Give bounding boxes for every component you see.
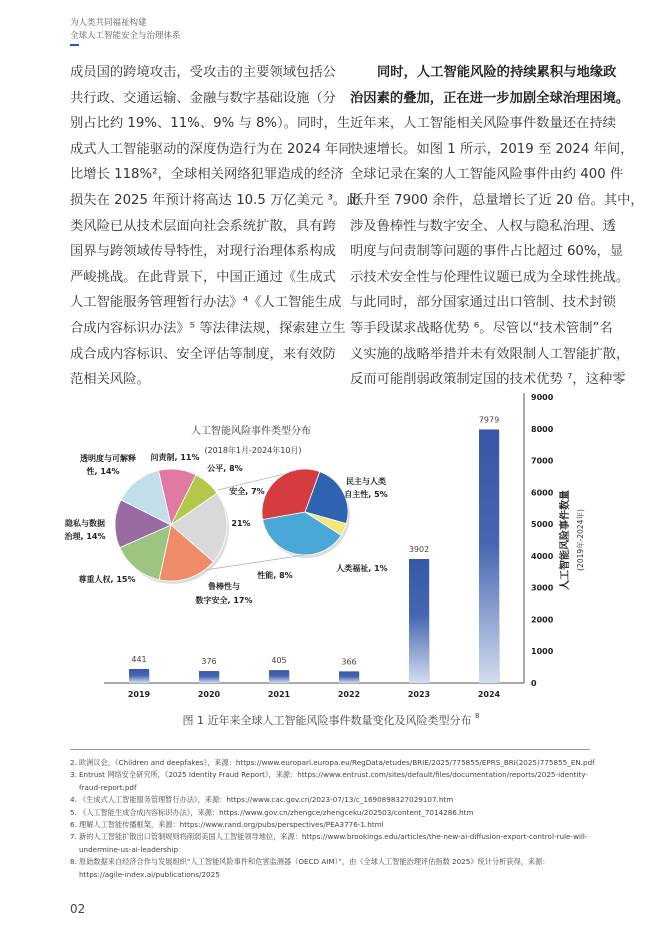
pie-label-safety: 安全, 7% bbox=[229, 487, 265, 496]
bar-2023 bbox=[409, 559, 429, 683]
footnote-number: 8. bbox=[70, 857, 77, 867]
bar-value-label: 366 bbox=[341, 657, 357, 667]
x-tick-label: 2022 bbox=[337, 690, 361, 699]
text-line: 近年来，人工智能相关风险事件数量还在持续 bbox=[350, 116, 616, 132]
pie-label-group-21: 21% bbox=[231, 519, 251, 528]
footnote-number: 5. bbox=[70, 807, 77, 817]
bar-value-label: 376 bbox=[201, 657, 217, 667]
text-line: 涉及鲁棒性与数字安全、人权与隐私治理、透 bbox=[350, 218, 616, 234]
caption-text: 图 1 近年来全球人工智能风险事件数量变化及风险类型分布 bbox=[182, 714, 472, 727]
footnote-number: 4. bbox=[70, 795, 77, 805]
text-line: 别占比约 19%、11%、9% 与 8%）。同时，生 bbox=[70, 116, 351, 132]
text-line: 共行政、交通运输、金融与数字基础设施（分 bbox=[70, 90, 336, 106]
pie-label-performance: 性能, 8% bbox=[257, 571, 293, 580]
pie-title: 人工智能风险事件类型分布 bbox=[191, 426, 311, 437]
footnote-text[interactable]: 理解人工智能传播框架，来源：https://www.rand.org/pubs/perspectives/PEA3776-1.html bbox=[79, 820, 384, 830]
footnote-divider bbox=[70, 749, 590, 750]
bar-2020 bbox=[199, 671, 219, 683]
text-line: 义实施的战略举措并未有效限制人工智能扩散， bbox=[350, 346, 630, 362]
y-tick-label: 5000 bbox=[531, 520, 554, 530]
y-tick-label: 8000 bbox=[531, 424, 554, 434]
bar-value-label: 3902 bbox=[408, 545, 430, 555]
footnote-item bbox=[70, 794, 595, 806]
pie-label-robustness-l2: 数字安全, 17% bbox=[195, 596, 253, 605]
bar-2024 bbox=[479, 429, 499, 683]
text-line: 合成内容标识办法》⁵ 等法律法规，探索建立生 bbox=[70, 320, 346, 336]
text-line: 损失在 2025 年预计将高达 10.5 万亿美元 ³。此 bbox=[70, 192, 360, 208]
bar-2019 bbox=[129, 669, 149, 683]
text-line: 比增长 118%²，全球相关网络犯罪造成的经济 bbox=[70, 167, 344, 183]
footnote-item bbox=[70, 819, 595, 831]
text-line: 快速增长。如图 1 所示，2019 至 2024 年间， bbox=[350, 141, 634, 157]
text-line: 成式人工智能驱动的深度伪造行为在 2024 年同 bbox=[70, 141, 352, 157]
text-line: 类风险已从技术层面向社会系统扩散，具有跨 bbox=[70, 218, 336, 234]
y-tick-label: 1000 bbox=[531, 647, 554, 657]
y-tick-label: 2000 bbox=[531, 615, 554, 625]
page-number: 02 bbox=[70, 902, 86, 916]
y-tick-label: 0 bbox=[531, 679, 537, 688]
footnote-item bbox=[70, 769, 595, 794]
text-line: 示技术安全性与伦理性议题已成为全球性挑战。 bbox=[350, 269, 630, 285]
footnote-text[interactable]: 《生成式人工智能服务管理暂行办法》，来源：https://www.cac.gov.cn/2023-07/13/c_1690898327029107.htm bbox=[79, 795, 454, 805]
running-header-line2: 全球人工智能安全与治理体系 bbox=[70, 31, 181, 41]
footnote-item bbox=[70, 807, 595, 819]
pie-label-democracy-l2: 自主性, 5% bbox=[344, 490, 388, 499]
y-axis-label: 人工智能风险事件数量 bbox=[560, 490, 571, 590]
text-line: 跃升至 7900 余件，总量增长了近 20 倍。其中， bbox=[350, 192, 644, 208]
footnote-number: 7. bbox=[70, 832, 77, 842]
text-line: 反而可能削弱政策制定国的技术优势 ⁷，这种零 bbox=[350, 372, 626, 388]
footnote-text[interactable]: 欧洲议会，《Children and deepfakes》，来源：https://www.europarl.europa.eu/RegData/etudes/BRIE/2025/775855/EPRS_BRI(2025)775855_EN.pdf bbox=[79, 758, 595, 767]
footnote-number: 3. bbox=[70, 770, 77, 780]
y-tick-label: 6000 bbox=[531, 488, 554, 498]
y-axis-sublabel: (2019年-2024年) bbox=[576, 509, 585, 571]
pie-label-human-rights: 尊重人权, 15% bbox=[78, 575, 136, 584]
bar-2022 bbox=[339, 671, 359, 683]
text-line: 严峻挑战。在此背景下，中国正通过《生成式 bbox=[70, 269, 336, 285]
pie-label-transparency-l1: 透明度与可解释 bbox=[80, 454, 136, 463]
x-tick-label: 2023 bbox=[407, 690, 431, 699]
text-line: 与此同时，部分国家通过出口管制、技术封锁 bbox=[350, 295, 616, 311]
y-tick-label: 7000 bbox=[531, 456, 554, 466]
text-line: 明度与问责制等问题的事件占比超过 60%，显 bbox=[350, 244, 624, 260]
bar-2021 bbox=[269, 670, 289, 683]
right-column-text bbox=[350, 60, 644, 393]
x-tick-label: 2019 bbox=[127, 690, 151, 699]
figure-caption bbox=[0, 712, 662, 728]
footnote-text[interactable]: 《人工智能生成合成内容标识办法》，来源：https://www.gov.cn/zhengce/zhengceku/202503/content_7014286.htm bbox=[79, 807, 474, 817]
x-tick-label: 2020 bbox=[197, 690, 221, 699]
pie-label-privacy: 隐私与数据治理, 14% bbox=[64, 519, 106, 541]
header-accent-bar bbox=[70, 44, 79, 46]
pie-label-accountability: 问责制, 11% bbox=[150, 453, 200, 462]
figure-1-chart bbox=[0, 380, 662, 710]
bar-value-label: 7979 bbox=[478, 415, 500, 425]
y-tick-label: 3000 bbox=[531, 583, 554, 593]
footnote-number: 6. bbox=[70, 820, 77, 830]
y-tick-label: 9000 bbox=[531, 393, 554, 402]
footnote-text[interactable]: Entrust 网络安全研究所，《2025 Identity Fraud Report》，来源：https://www.entrust.com/sites/default/files/documentation/reports/2025-identity-fraud-report.pdf bbox=[79, 770, 588, 792]
footnote-item bbox=[70, 856, 595, 881]
text-line: 国界与跨领域传导特性，对现行治理体系构成 bbox=[70, 244, 336, 260]
running-header-line1: 为人类共同福祉构建 bbox=[70, 18, 147, 28]
text-line: 成员国的跨境攻击，受攻击的主要领域包括公 bbox=[70, 65, 336, 80]
text-line: 全球记录在案的人工智能风险事件由约 400 件 bbox=[350, 167, 624, 183]
text-line: 范相关风险。 bbox=[70, 372, 150, 388]
bold-text-line: 治因素的叠加，正在进一步加剧全球治理困境。 bbox=[350, 90, 630, 106]
text-line: 等手段谋求战略优势 ⁶。尽管以“技术管制”名 bbox=[350, 320, 613, 336]
pie-label-wellbeing: 人类福祉, 1% bbox=[336, 564, 388, 573]
text-line: 成合成内容标识、安全评估等制度，来有效防 bbox=[70, 346, 336, 362]
x-tick-label: 2021 bbox=[267, 690, 291, 699]
footnote-text[interactable]: 新的人工智能扩散出口管制规则将削弱美国人工智能领导地位，来源：https://www.brookings.edu/articles/the-new-ai-diffusion-export-control-rule-will-undermine-us-ai-leadership bbox=[79, 832, 588, 854]
pie-label-democracy-l1: 民主与人类 bbox=[346, 477, 386, 486]
footnote-item bbox=[70, 831, 595, 856]
y-tick-label: 4000 bbox=[531, 551, 554, 561]
footnotes bbox=[70, 757, 595, 881]
pie-label-transparency-l2: 性, 14% bbox=[86, 467, 120, 476]
bold-text-line: 同时，人工智能风险的持续累积与地缘政 bbox=[377, 65, 617, 80]
footnote-number: 2. bbox=[70, 758, 77, 767]
text-line: 人工智能服务管理暂行办法》⁴《人工智能生成 bbox=[70, 295, 342, 311]
bar-value-label: 405 bbox=[271, 656, 287, 666]
footnote-text[interactable]: 原始数据来自经济合作与发展组织“人工智能风险事件和危害监测器（OECD AIM）”，由《全球人工智能治理评估指数 2025》统计分析获得，来源：https://agile-index.ai/publications/2025 bbox=[79, 857, 550, 879]
pie-subtitle: (2018年1月-2024年10月) bbox=[204, 446, 302, 455]
caption-footnote-ref[interactable]: 8 bbox=[475, 712, 480, 720]
bar-value-label: 441 bbox=[131, 654, 147, 664]
footnote-item bbox=[70, 757, 595, 769]
x-tick-label: 2024 bbox=[477, 690, 501, 699]
left-column-text bbox=[70, 60, 360, 393]
pie-label-fairness: 公平, 8% bbox=[207, 464, 243, 473]
pie-label-robustness-l1: 鲁棒性与 bbox=[208, 582, 240, 591]
